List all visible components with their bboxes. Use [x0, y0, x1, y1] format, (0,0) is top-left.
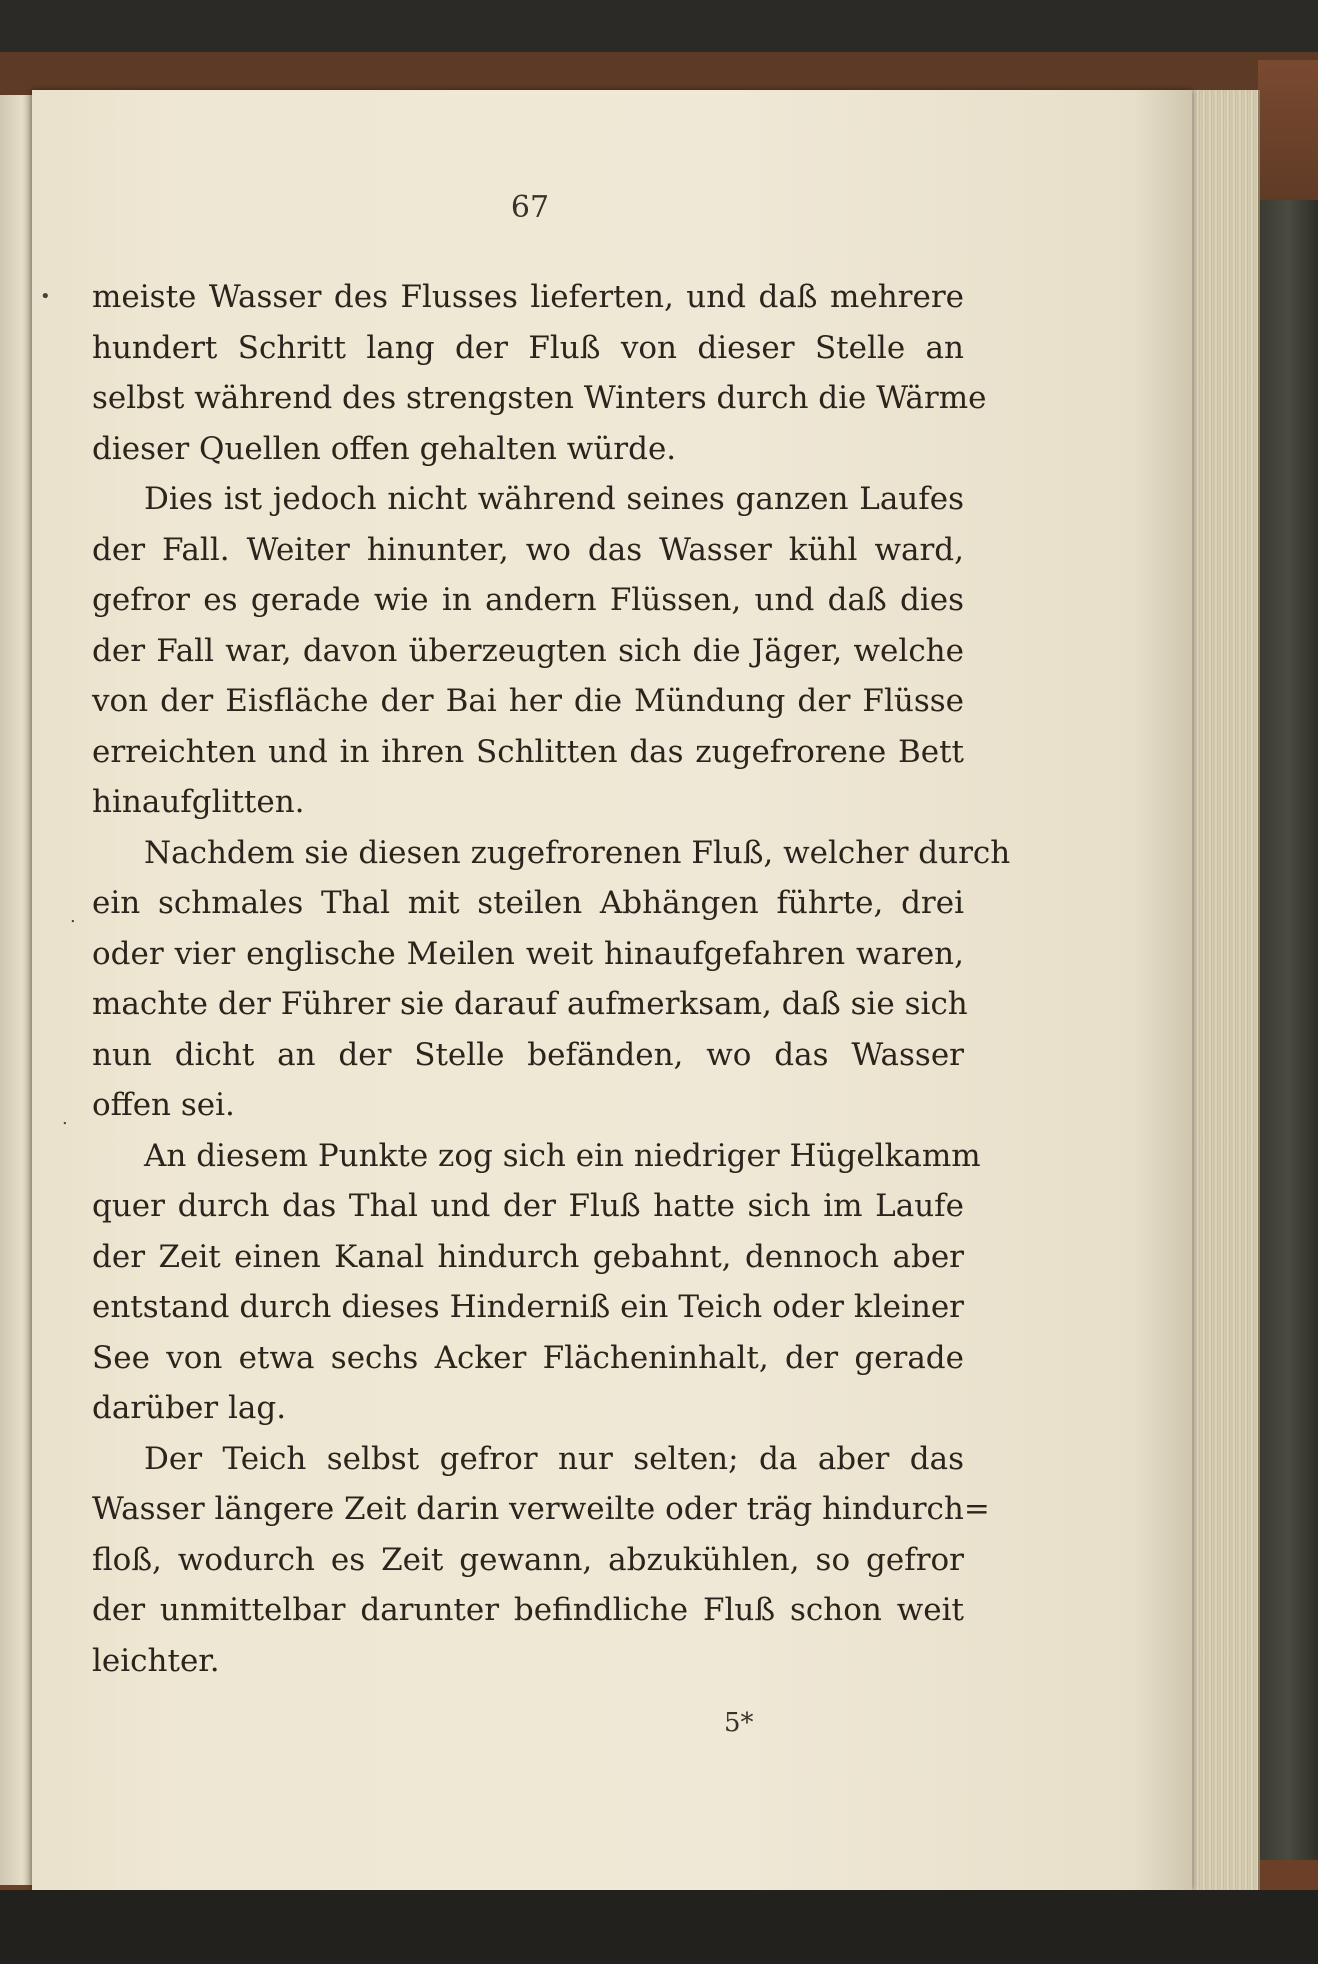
text-line: gefror es gerade wie in andern Flüssen, und daß dies [92, 582, 964, 618]
paragraph [92, 474, 964, 828]
text-line: erreichten und in ihren Schlitten das zugefrorene Bett [92, 733, 964, 770]
text-line: der Fall. Weiter hinunter, wo das Wasser kühl ward, [92, 531, 964, 568]
text-line: von der Eisfläche der Bai her die Mündung der Flüsse [92, 683, 964, 719]
text-line: der unmittelbar darunter befindliche Fluß schon weit [92, 1592, 964, 1628]
text-line: meiste Wasser des Flusses lieferten, und daß mehrere [92, 279, 964, 315]
page-number: 67 [510, 190, 550, 225]
text-line: Der Teich selbst gefror nur selten; da aber das [144, 1440, 964, 1477]
text-line: hinaufglitten. [92, 784, 305, 820]
text-line: entstand durch dieses Hinderniß ein Teich oder kleiner [92, 1289, 964, 1325]
text-line: hundert Schritt lang der Fluß von dieser Stelle an [92, 329, 964, 366]
page-stack-edges [1188, 90, 1260, 1890]
text-line: Dies ist jedoch nicht während seines ganzen Laufes [144, 481, 964, 517]
previous-page-edge [0, 95, 32, 1885]
text-line: leichter. [92, 1642, 220, 1679]
body-text [92, 272, 1011, 1686]
margin-dot: . [70, 906, 76, 927]
text-line: An diesem Punkte zog sich ein niedriger Hügelkamm [144, 1137, 981, 1174]
cover-spine-edge [1258, 200, 1318, 1860]
text-line: floß, wodurch es Zeit gewann, abzukühlen, so gefror [92, 1541, 964, 1578]
text-line: quer durch das Thal und der Fluß hatte sich im Laufe [92, 1188, 964, 1224]
text-line: Nachdem sie diesen zugefrorenen Fluß, welcher durch [144, 834, 1011, 871]
text-line: selbst während des strengsten Winters durch die Wärme [92, 380, 987, 416]
text-line: oder vier englische Meilen weit hinaufgefahren waren, [92, 935, 964, 972]
paragraph [92, 828, 1011, 1131]
text-line: ein schmales Thal mit steilen Abhängen führte, drei [92, 885, 964, 921]
margin-dot: • [40, 286, 51, 307]
text-line: Wasser längere Zeit darin verweilte oder träg hindurch= [92, 1491, 990, 1527]
text-line: machte der Führer sie darauf aufmerksam, daß sie sich [92, 986, 968, 1022]
paragraph [92, 1434, 990, 1687]
text-line: der Zeit einen Kanal hindurch gebahnt, dennoch aber [92, 1238, 964, 1275]
text-line: See von etwa sechs Acker Flächeninhalt, der gerade [92, 1339, 964, 1376]
text-line: der Fall war, davon überzeugten sich die Jäger, welche [92, 632, 964, 669]
text-line: offen sei. [92, 1087, 235, 1123]
bottom-shadow [0, 1890, 1318, 1964]
text-line: dieser Quellen offen gehalten würde. [92, 430, 677, 467]
paragraph [92, 272, 987, 474]
cover-corner [1258, 60, 1318, 210]
margin-dot: . [62, 1108, 68, 1129]
text-line: darüber lag. [92, 1390, 287, 1426]
text-line: nun dicht an der Stelle befänden, wo das Wasser [92, 1036, 964, 1073]
signature-mark: 5* [724, 1708, 754, 1738]
paragraph [92, 1131, 981, 1434]
